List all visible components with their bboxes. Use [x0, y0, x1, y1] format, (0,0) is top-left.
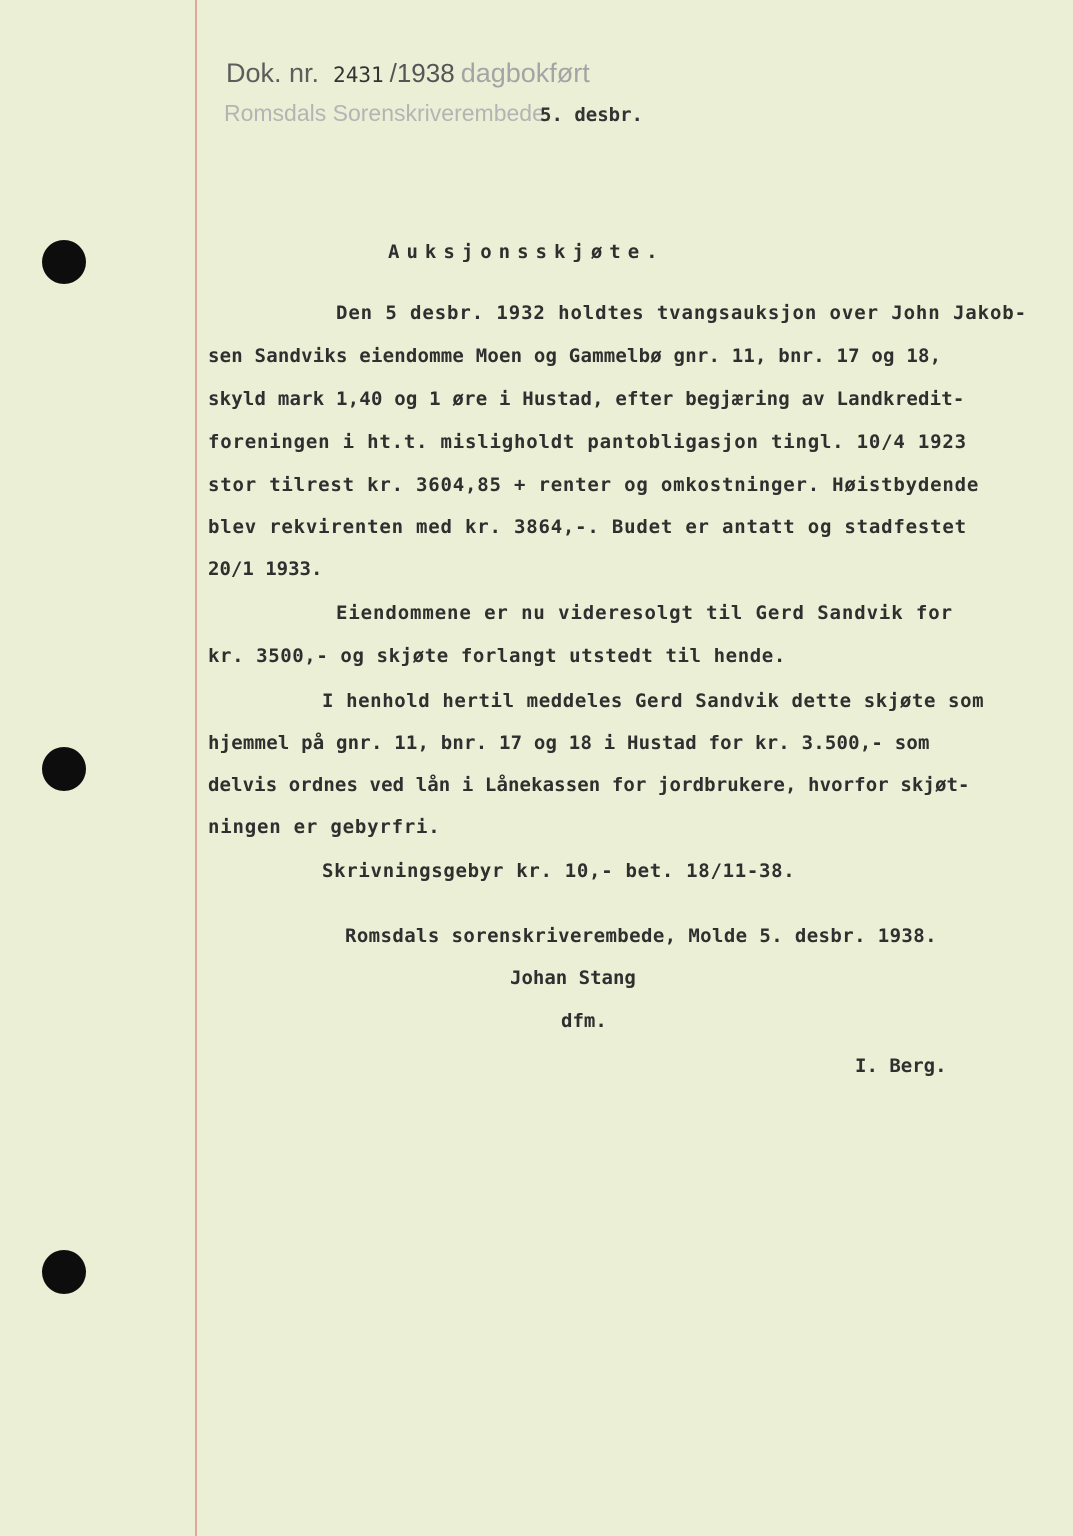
body-line: 20/1 1933. — [208, 558, 323, 580]
punch-hole — [42, 1250, 86, 1294]
body-line: ningen er gebyrfri. — [208, 816, 441, 838]
body-line: stor tilrest kr. 3604,85 + renter og omkostninger. Høistbydende — [208, 474, 980, 496]
document-title: Auksjonsskjøte. — [388, 241, 665, 263]
signer-title: dfm. — [561, 1010, 607, 1032]
office-stamp: Romsdals Sorenskriverembede. — [224, 100, 552, 126]
body-line: hjemmel på gnr. 11, bnr. 17 og 18 i Hustad for kr. 3.500,- som — [208, 732, 930, 754]
dok-number: 2431 — [333, 63, 384, 87]
body-line: sen Sandviks eiendomme Moen og Gammelbø gnr. 11, bnr. 17 og 18, — [208, 345, 942, 367]
body-line: I henhold hertil meddeles Gerd Sandvik dette skjøte som — [322, 690, 985, 712]
place-date-line: Romsdals sorenskriverembede, Molde 5. desbr. 1938. — [345, 925, 937, 947]
body-line: Eiendommene er nu videresolgt til Gerd Sandvik for — [336, 602, 953, 624]
stamp-date: 5. desbr. — [540, 104, 643, 126]
body-line: foreningen i ht.t. misligholdt pantobligasjon tingl. 10/4 1923 — [208, 431, 967, 453]
dagbokfort-label: dagbokført — [460, 58, 590, 88]
body-line: kr. 3500,- og skjøte forlangt utstedt til hende. — [208, 645, 786, 667]
margin-line — [195, 0, 197, 1536]
registration-stamp — [226, 58, 590, 89]
body-line: blev rekvirenten med kr. 3864,-. Budet er antatt og stadfestet — [208, 516, 967, 538]
dok-year: /1938 — [389, 58, 455, 88]
body-line: Den 5 desbr. 1932 holdtes tvangsauksjon over John Jakob- — [336, 302, 1027, 324]
dok-label: Dok. nr. — [226, 58, 320, 88]
body-line: delvis ordnes ved lån i Lånekassen for jordbrukere, hvorfor skjøt- — [208, 774, 970, 796]
body-line: Skrivningsgebyr kr. 10,- bet. 18/11-38. — [322, 860, 796, 882]
punch-hole — [42, 240, 86, 284]
second-signer: I. Berg. — [855, 1055, 947, 1077]
signer-name: Johan Stang — [510, 967, 636, 989]
body-line: skyld mark 1,40 og 1 øre i Hustad, efter begjæring av Landkredit- — [208, 388, 965, 410]
punch-hole — [42, 747, 86, 791]
